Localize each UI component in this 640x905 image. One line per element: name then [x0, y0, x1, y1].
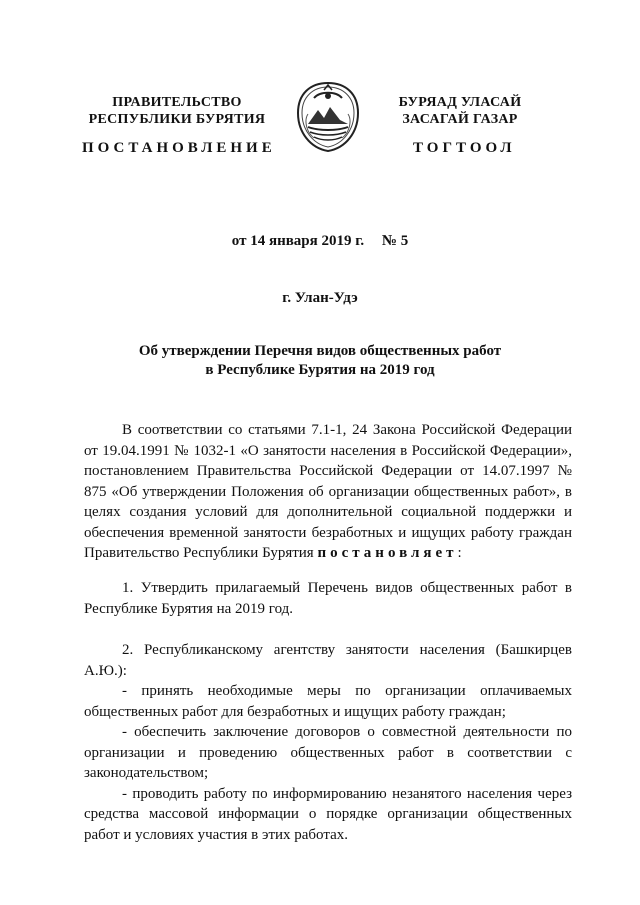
clause-2-subitem: - принять необходимые меры по организации оплачиваемых общественных работ для безработных и ищущих работу граждан; [84, 683, 572, 720]
coat-of-arms-icon [294, 80, 362, 154]
government-name-bua-line1: БУРЯАД УЛАСАЙ [398, 95, 522, 110]
city: г. Улан-Удэ [282, 290, 358, 306]
preamble-text: В соответствии со статьями 7.1-1, 24 Закона Российской Федерации от 19.04.1991 № 1032-1 «О занятости населения в Российской Федерации», постановлением Правительства Российской Федерации от 14.07.1997 № 875 «Об утверждении Положения об организации общественных работ», в целях создания условий для дополнительной социальной поддержки и обеспечения временной занятости безработных и ищущих работу граждан Правительство Республики Бурятия [84, 422, 572, 561]
document-title-line2: в Республике Бурятия на 2019 год [205, 362, 435, 378]
clause-2 [84, 640, 572, 845]
decree-date: от 14 января 2019 г. [231, 233, 365, 249]
government-name-bua-line2: ЗАСАГАЙ ГАЗАР [402, 112, 518, 127]
government-name-ru-line1: ПРАВИТЕЛЬСТВО [112, 95, 242, 110]
clause-2-subitem: - обеспечить заключение договоров о совместной деятельности по организации и проведению общественных работ в соответствии с законодательством; [84, 724, 572, 781]
preamble-colon: : [457, 545, 462, 561]
clause-2-heading: 2. Республиканскому агентству занятости населения (Башкирцев А.Ю.): [84, 642, 572, 679]
decree-number: № 5 [381, 233, 409, 249]
decree-label-bua: ТОГТООЛ [413, 140, 516, 156]
clause-2-subitem: - проводить работу по информированию незанятого населения через средства массовой информации о порядке организации общественных работ и условиях участия в этих работах. [84, 785, 572, 843]
document-title [0, 342, 640, 380]
clause-1: 1. Утвердить прилагаемый Перечень видов общественных работ в Республике Бурятия на 2019 год. [84, 580, 572, 617]
resolves-keyword: постановляет [317, 545, 458, 561]
government-name-ru [82, 94, 272, 128]
government-name-bua [375, 94, 545, 128]
document-title-line1: Об утверждении Перечня видов общественных работ [138, 343, 502, 359]
government-name-ru-line2: РЕСПУБЛИКИ БУРЯТИЯ [88, 112, 266, 127]
preamble-paragraph [84, 420, 572, 564]
decree-label-ru: ПОСТАНОВЛЕНИЕ [82, 140, 276, 156]
decree-dateline [0, 233, 640, 250]
